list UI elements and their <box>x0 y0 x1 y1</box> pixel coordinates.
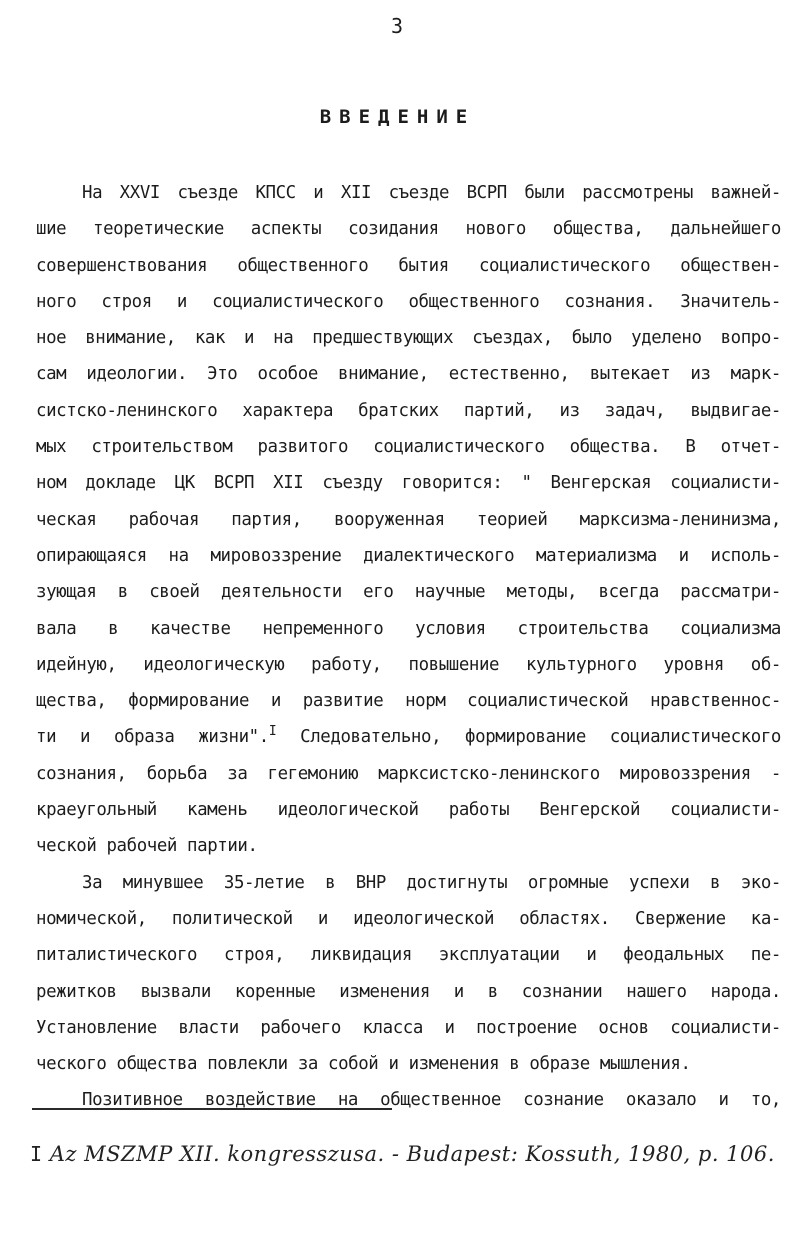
chapter-title: ВВЕДЕНИЕ <box>319 106 476 128</box>
footnote <box>30 1142 775 1166</box>
text-line: мых строительством развитого социалистического общества. В отчет- <box>36 437 781 458</box>
footnote-divider <box>32 1108 392 1110</box>
text-line: краеугольный камень идеологической работы Венгерской социалисти- <box>36 800 781 821</box>
text-fragment: Следовательно, формирование социалистического <box>276 727 781 748</box>
text-line: идейную, идеологическую работу, повышение культурного уровня об- <box>36 654 781 675</box>
text-line: ческая рабочая партия, вооруженная теорией марксизма-ленинизма, <box>36 509 781 530</box>
text-line: зующая в своей деятельности его научные методы, всегда рассматри- <box>36 582 781 603</box>
footnote-reference[interactable]: I <box>268 724 277 740</box>
text-line: Установление власти рабочего класса и построение основ социалисти- <box>36 1017 781 1038</box>
page-number: 3 <box>390 14 405 38</box>
text-fragment: ти и образа жизни". <box>36 727 269 748</box>
text-line: питалистического строя, ликвидация эксплуатации и феодальных пе- <box>36 945 781 966</box>
text-line: Позитивное воздействие на общественное сознание оказало и то, <box>82 1090 781 1111</box>
body-text <box>36 175 781 1119</box>
text-line: ческой рабочей партии. <box>36 836 258 857</box>
text-line: номической, политической и идеологической областях. Свержение ка- <box>36 908 781 929</box>
footnote-text: Az MSZMP XII. kongresszusa. - Budapest: Kossuth, 1980, p. 106. <box>49 1142 775 1166</box>
text-line: сознания, борьба за гегемонию марксистско-ленинского мировоззрения - <box>36 763 781 784</box>
text-line: шие теоретические аспекты созидания нового общества, дальнейшего <box>36 219 781 240</box>
text-line: вала в качестве непременного условия строительства социализма <box>36 618 781 639</box>
text-line: совершенствования общественного бытия социалистического обществен- <box>36 255 781 276</box>
text-line: режитков вызвали коренные изменения и в сознании нашего народа. <box>36 981 781 1002</box>
text-line: сам идеологии. Это особое внимание, естественно, вытекает из марк- <box>36 364 781 385</box>
text-line: систско-ленинского характера братских партий, из задач, выдвигае- <box>36 400 781 421</box>
text-line: ного строя и социалистического общественного сознания. Значитель- <box>36 291 781 312</box>
text-line: На ХХVI съезде КПСС и ХII съезде ВСРП были рассмотрены важней- <box>82 183 781 203</box>
text-line-with-footnote-ref <box>36 719 781 755</box>
text-line: опирающаяся на мировоззрение диалектического материализма и исполь- <box>36 545 781 566</box>
text-line: щества, формирование и развитие норм социалистической нравственнос- <box>36 691 781 712</box>
footnote-mark: I <box>30 1142 43 1166</box>
text-line: ное внимание, как и на предшествующих съездах, было уделено вопро- <box>36 328 781 349</box>
text-line: За минувшее 35-летие в ВНР достигнуты огромные успехи в эко- <box>82 872 781 893</box>
text-line: ном докладе ЦК ВСРП ХII съезду говорится: " Венгерская социалисти- <box>36 473 781 494</box>
text-line: ческого общества повлекли за собой и изменения в образе мышления. <box>36 1054 691 1075</box>
